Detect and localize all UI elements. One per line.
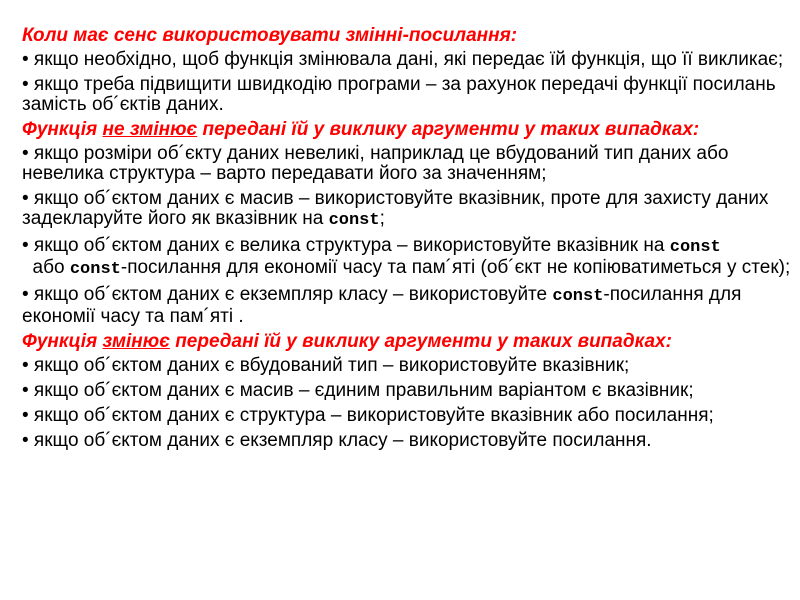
heading-modifies-underlined: змінює <box>102 331 170 352</box>
heading-modifies: Функція змінює передані їй у виклику аргументи у таких випадках: <box>22 331 672 352</box>
bullet-small-data: • якщо розміри об´єкту даних невеликі, наприклад це вбудований тип даних або невелика структура – варто передавати його за значенням; <box>22 143 729 184</box>
heading-not-modifies-underlined: не змінює <box>102 119 198 140</box>
bullet-class-instance-const: • якщо об´єктом даних є екземпляр класу – використовуйте const-посилання для економії часу та пам´яті . <box>22 284 742 327</box>
bullet-array-pointer: • якщо об´єктом даних є масив – використовуйте вказівник, проте для захисту даних задекларуйте його як вказівник на const; <box>22 188 769 230</box>
code-const: const <box>552 287 604 306</box>
bullet-struct-pointer-or-ref: • якщо об´єктом даних є структура – використовуйте вказівник або посилання; <box>22 405 714 426</box>
heading-when-use-references: Коли має сенс використовувати змінні-посилання: <box>22 25 518 46</box>
bullet-modify-data: • якщо необхідно, щоб функція змінювала дані, які передає їй функція, що її викликає; <box>22 49 784 70</box>
bullet-builtin-pointer: • якщо об´єктом даних є вбудований тип – використовуйте вказівник; <box>22 355 630 376</box>
code-const: const <box>328 211 380 230</box>
bullet-array-only-pointer: • якщо об´єктом даних є масив – єдиним правильним варіантом є вказівник; <box>22 380 694 401</box>
bullet-class-reference: • якщо об´єктом даних є екземпляр класу – використовуйте посилання. <box>22 430 652 451</box>
slide-content <box>22 26 794 456</box>
code-const: const <box>669 238 721 257</box>
bullet-large-struct: • якщо об´єктом даних є велика структура – використовуйте вказівник на const або const-посилання для економії часу та пам´яті (об´єкт не копіюватиметься у стек); <box>22 235 791 279</box>
heading-not-modifies: Функція не змінює передані їй у виклику аргументи у таких випадках: <box>22 119 700 140</box>
bullet-speed-up: • якщо треба підвищити швидкодію програми – за рахунок передачі функції посилань замість об´єктів даних. <box>22 74 776 115</box>
code-const: const <box>69 260 121 279</box>
